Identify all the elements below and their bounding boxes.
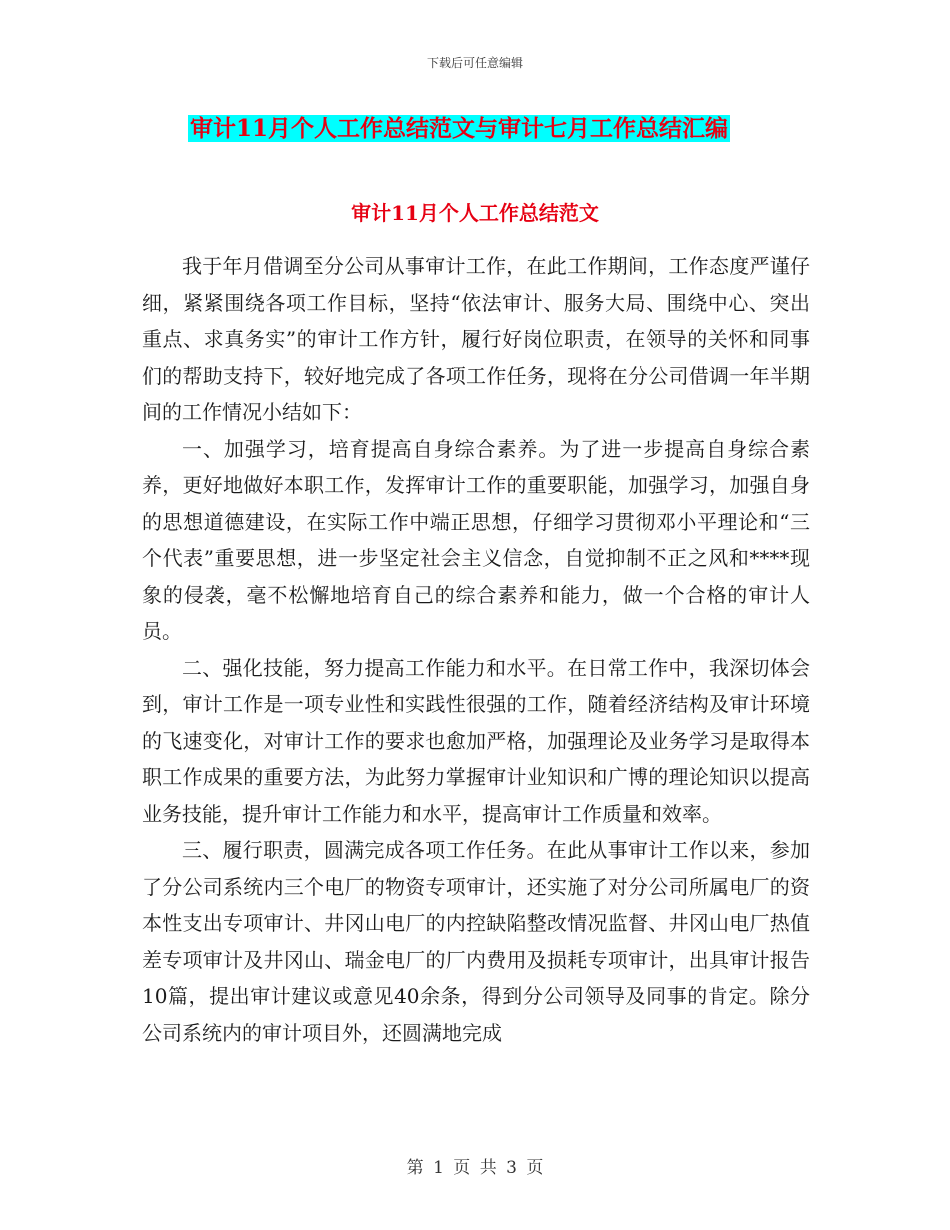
paragraph-2: 二、强化技能，努力提高工作能力和水平。在日常工作中，我深切体会到，审计工作是一项专业性和实践性很强的工作，随着经济结构及审计环境的飞速变化，对审计工作的要求也愈加严格，加强理论及业务学习是取得本职工作成果的重要方法，为此努力掌握审计业知识和广博的理论知识以提高业务技能，提升审计工作能力和水平，提高审计工作质量和效率。 — [142, 655, 810, 826]
document-title — [188, 112, 808, 145]
paragraph-3: 三、履行职责，圆满完成各项工作任务。在此从事审计工作以来，参加了分公司系统内三个电厂的物资专项审计，还实施了对分公司所属电厂的资本性支出专项审计、井冈山电厂的内控缺陷整改情况监督、井冈山电厂热值差专项审计及井冈山、瑞金电厂的厂内费用及损耗专项审计，出具审计报告10篇，提出审计建议或意见40余条，得到分公司领导及同事的肯定。除分公司系统内的审计项目外，还圆满地完成 — [142, 838, 810, 1045]
body-text — [142, 248, 810, 1051]
paragraph-intro: 我于年月借调至分公司从事审计工作，在此工作期间，工作态度严谨仔细，紧紧围绕各项工作目标，坚持“依法审计、服务大局、围绕中心、突出重点、求真务实”的审计工作方针，履行好岗位职责，在领导的关怀和同事们的帮助支持下，较好地完成了各项工作任务，现将在分公司借调一年半期间的工作情况小结如下： — [142, 254, 810, 424]
section-title: 审计11月个人工作总结范文 — [351, 201, 599, 225]
document-title-text: 审计11月个人工作总结范文与审计七月工作总结汇编 — [190, 115, 729, 142]
page-footer: 第 1 页 共 3 页 — [406, 1158, 544, 1178]
paragraph-1: 一、加强学习，培育提高自身综合素养。为了进一步提高自身综合素养，更好地做好本职工作，发挥审计工作的重要职能，加强学习，加强自身的思想道德建设，在实际工作中端正思想，仔细学习贯彻邓小平理论和“三个代表”重要思想，进一步坚定社会主义信念，自觉抑制不正之风和****现象的侵袭，毫不松懈地培育自己的综合素养和能力，做一个合格的审计人员。 — [142, 436, 810, 643]
header-note: 下载后可任意编辑 — [426, 56, 523, 70]
